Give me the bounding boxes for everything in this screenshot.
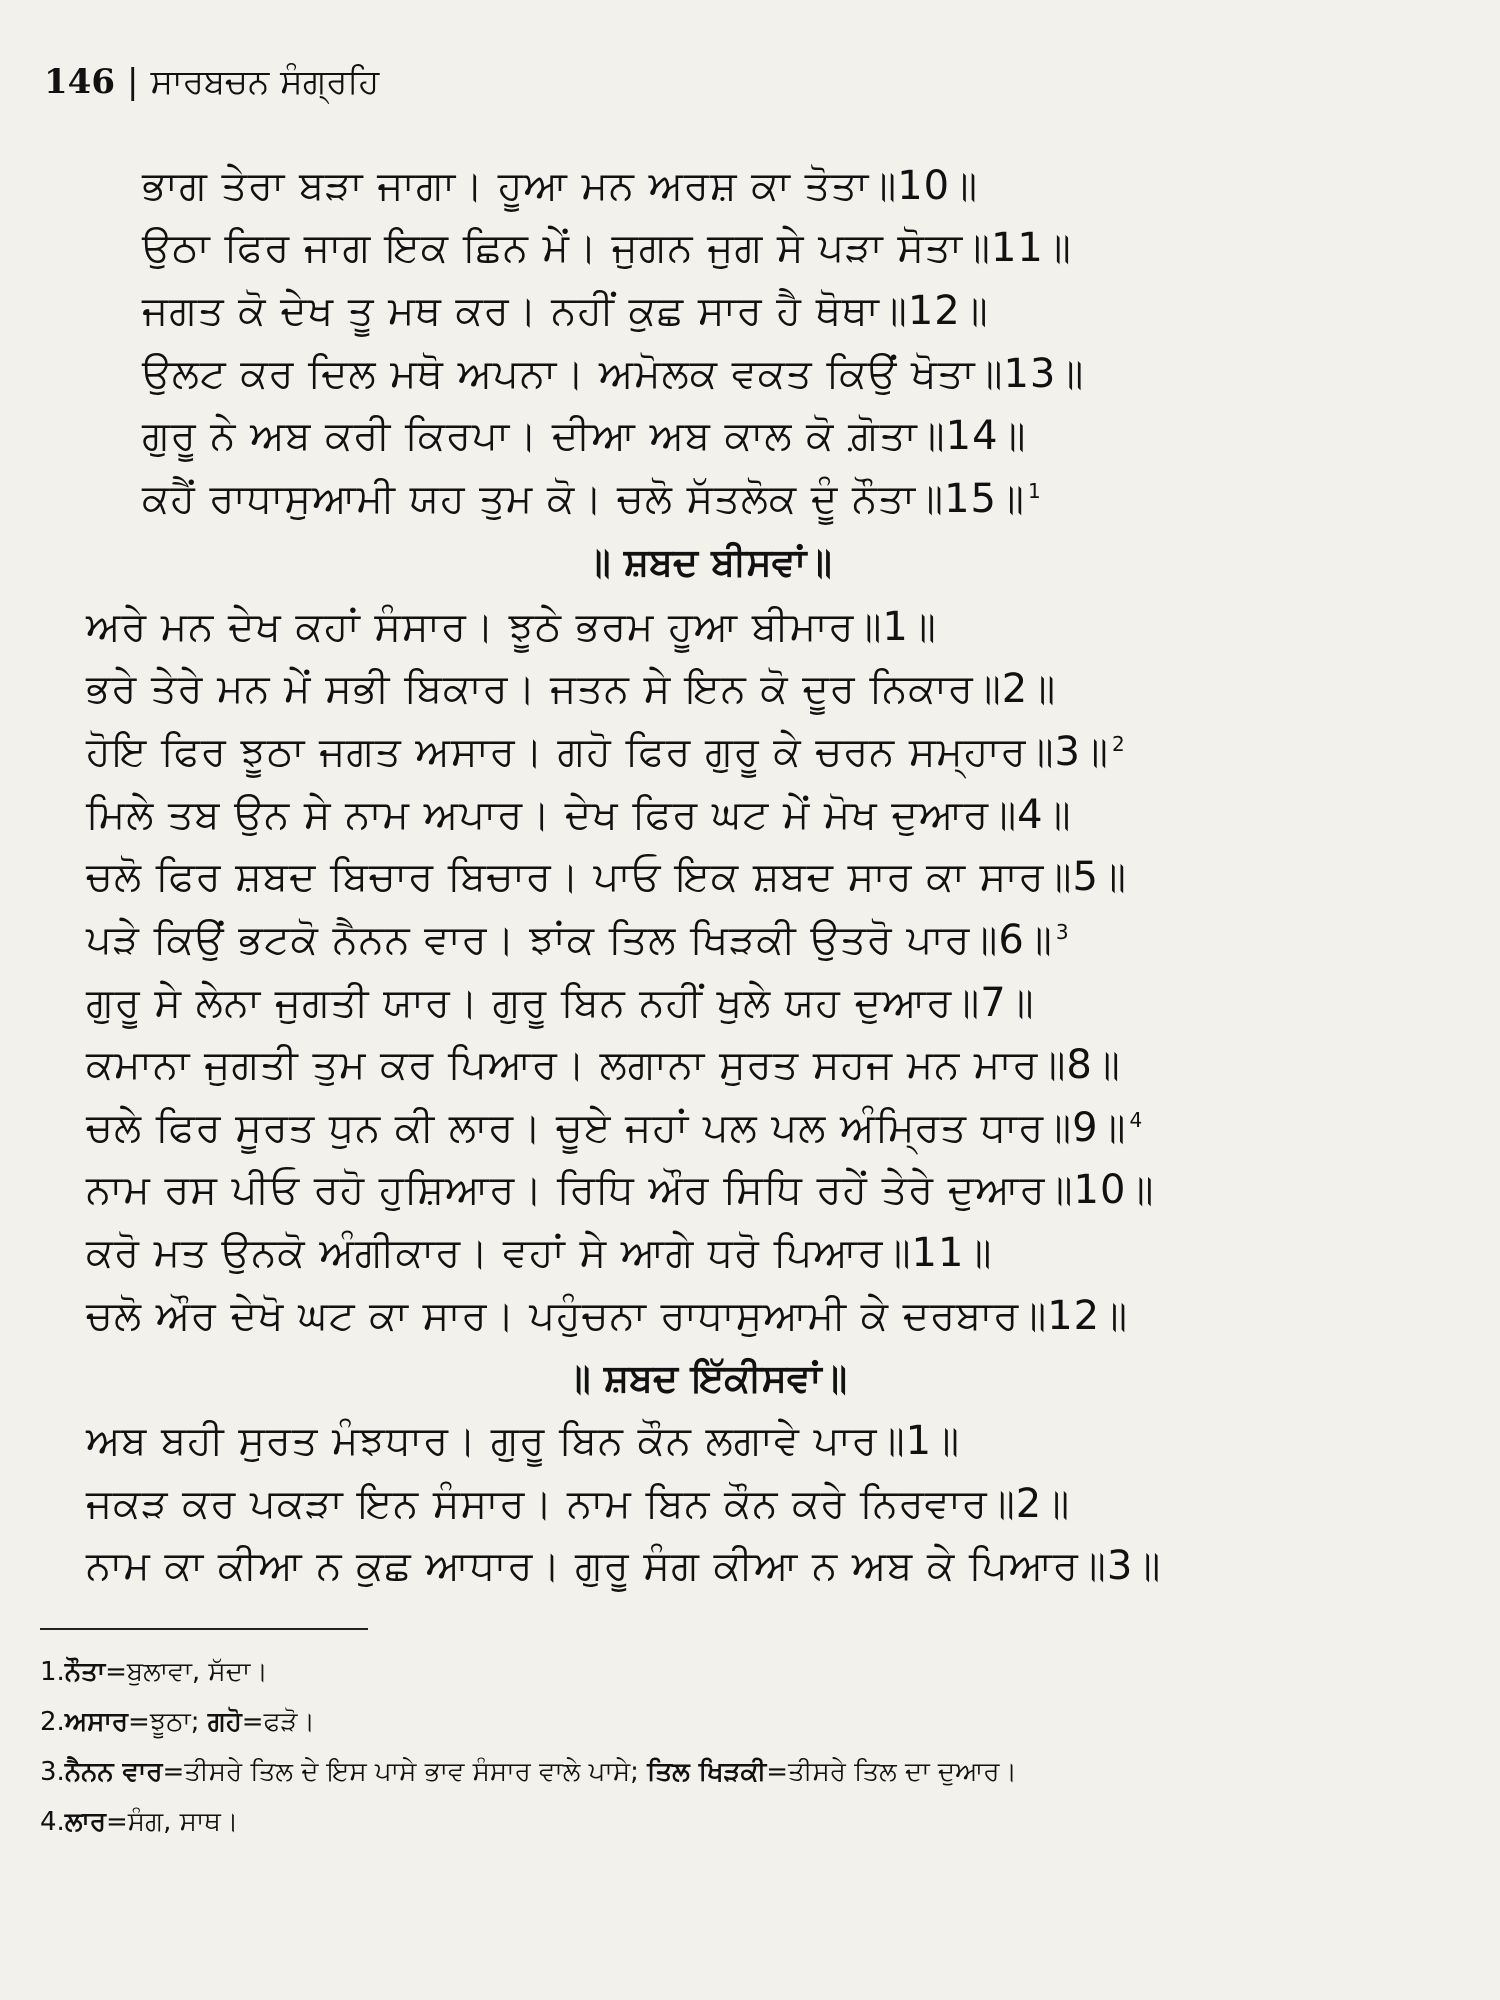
footnote-term: ਲਾਰ <box>64 1807 106 1837</box>
verse-line-with-note <box>86 1104 1143 1152</box>
footnote-number: 3. <box>40 1757 65 1787</box>
verse-text: ਹੋਇ ਫਿਰ ਝੂਠਾ ਜਗਤ ਅਸਾਰ। ਗਹੋ ਫਿਰ ਗੁਰੂ ਕੇ ਚਰਨ ਸਮ੍ਹਾਰ॥3॥ <box>86 729 1109 775</box>
verse-line: ਉਠਾ ਫਿਰ ਜਾਗ ਇਕ ਛਿਨ ਮੇਂ। ਜੁਗਨ ਜੁਗ ਸੇ ਪੜਾ ਸੋਤਾ॥11॥ <box>142 225 1072 271</box>
verse-line: ਜਗਤ ਕੋ ਦੇਖ ਤੂ ਮਥ ਕਰ। ਨਹੀਂ ਕੁਛ ਸਾਰ ਹੈ ਥੋਥਾ॥12॥ <box>142 288 989 334</box>
footnote-definition: =ਤੀਸਰੇ ਤਿਲ ਦਾ ਦੁਆਰ। <box>766 1757 1018 1787</box>
verse-line: ਮਿਲੇ ਤਬ ਉਨ ਸੇ ਨਾਮ ਅਪਾਰ। ਦੇਖ ਫਿਰ ਘਟ ਮੇਂ ਮੋਖ ਦੁਆਰ॥4॥ <box>86 792 1072 838</box>
verse-line-with-note <box>142 475 1042 523</box>
verse-line: ਚਲੋ ਫਿਰ ਸ਼ਬਦ ਬਿਚਾਰ ਬਿਚਾਰ। ਪਾਓ ਇਕ ਸ਼ਬਦ ਸਾਰ ਕਾ ਸਾਰ॥5॥ <box>86 854 1127 900</box>
verse-line: ਨਾਮ ਕਾ ਕੀਆ ਨ ਕੁਛ ਆਧਾਰ। ਗੁਰੂ ਸੰਗ ਕੀਆ ਨ ਅਬ ਕੇ ਪਿਆਰ॥3॥ <box>86 1543 1162 1589</box>
footnote-number: 4. <box>40 1807 65 1837</box>
verse-line: ਉਲਟ ਕਰ ਦਿਲ ਮਥੋ ਅਪਨਾ। ਅਮੋਲਕ ਵਕਤ ਕਿਉਂ ਖੋਤਾ॥13॥ <box>142 351 1085 397</box>
footnote <box>40 1756 1017 1788</box>
verse-line: ਨਾਮ ਰਸ ਪੀਓ ਰਹੋ ਹੁਸ਼ਿਆਰ। ਰਿਧਿ ਔਰ ਸਿਧਿ ਰਹੇਂ ਤੇਰੇ ਦੁਆਰ॥10॥ <box>86 1167 1155 1213</box>
footnote <box>40 1706 315 1738</box>
verse-line: ਅਬ ਬਹੀ ਸੁਰਤ ਮੰਝਧਾਰ। ਗੁਰੂ ਬਿਨ ਕੌਨ ਲਗਾਵੇ ਪਾਰ॥1॥ <box>86 1418 961 1464</box>
footnote-term: ਗਹੋ <box>207 1707 242 1737</box>
footnote <box>40 1656 268 1688</box>
footnote-definition: =ਸੰਗ, ਸਾਥ। <box>105 1807 239 1837</box>
page-number: 146 <box>44 62 115 102</box>
footnote-marker: 3 <box>1055 919 1070 944</box>
verse-text: ਕਹੈਂ ਰਾਧਾਸੁਆਮੀ ਯਹ ਤੁਮ ਕੋ। ਚਲੋ ਸੱਤਲੋਕ ਦੂੰ ਨੌਤਾ॥15॥ <box>142 476 1025 522</box>
footnote-definition: =ਫੜੋ। <box>241 1707 316 1737</box>
verse-line: ਭਰੇ ਤੇਰੇ ਮਨ ਮੇਂ ਸਭੀ ਬਿਕਾਰ। ਜਤਨ ਸੇ ਇਨ ਕੋ ਦੂਰ ਨਿਕਾਰ॥2॥ <box>86 666 1057 712</box>
verse-line: ਕਰੋ ਮਤ ਉਨਕੋ ਅੰਗੀਕਾਰ। ਵਹਾਂ ਸੇ ਆਗੇ ਧਰੋ ਪਿਆਰ॥11॥ <box>86 1230 993 1276</box>
footnote-number: 1. <box>40 1657 65 1687</box>
verse-line: ਗੁਰੂ ਨੇ ਅਬ ਕਰੀ ਕਿਰਪਾ। ਦੀਆ ਅਬ ਕਾਲ ਕੋ ਗ਼ੋਤਾ॥14॥ <box>142 413 1027 459</box>
footnote-divider <box>40 1628 368 1630</box>
footnote-definition: =ਬੁਲਾਵਾ, ਸੱਦਾ। <box>105 1657 268 1687</box>
footnote-term: ਨੌਤਾ <box>64 1657 106 1687</box>
footnote-number: 2. <box>40 1707 65 1737</box>
footnote-term: ਨੈਨਨ ਵਾਰ <box>64 1757 163 1787</box>
verse-text: ਚਲੇ ਫਿਰ ਸੂਰਤ ਧੁਨ ਕੀ ਲਾਰ। ਚੂਏ ਜਹਾਂ ਪਲ ਪਲ ਅੰਮ੍ਰਿਤ ਧਾਰ॥9॥ <box>86 1105 1127 1151</box>
footnote-definition: =ਤੀਸਰੇ ਤਿਲ ਦੇ ਇਸ ਪਾਸੇ ਭਾਵ ਸੰਸਾਰ ਵਾਲੇ ਪਾਸੇ; <box>162 1757 648 1787</box>
section-heading: ॥ ਸ਼ਬਦ ਇੱਕੀਸਵਾਂ॥ <box>565 1356 848 1400</box>
footnote-term: ਤਿਲ ਖਿੜਕੀ <box>647 1757 767 1787</box>
verse-line-with-note <box>86 728 1126 776</box>
footnote-term: ਅਸਾਰ <box>64 1707 129 1737</box>
page-header <box>44 62 379 102</box>
footnote-marker: 2 <box>1111 731 1126 756</box>
footnote-marker: 1 <box>1027 478 1042 503</box>
verse-line: ਕਮਾਨਾ ਜੁਗਤੀ ਤੁਮ ਕਰ ਪਿਆਰ। ਲਗਾਨਾ ਸੁਰਤ ਸਹਜ ਮਨ ਮਾਰ॥8॥ <box>86 1042 1121 1088</box>
footnote-marker: 4 <box>1129 1107 1144 1132</box>
verse-line: ਚਲੋ ਔਰ ਦੇਖੋ ਘਟ ਕਾ ਸਾਰ। ਪਹੁੰਚਨਾ ਰਾਧਾਸੁਆਮੀ ਕੇ ਦਰਬਾਰ॥12॥ <box>86 1293 1129 1339</box>
verse-line: ਅਰੇ ਮਨ ਦੇਖ ਕਹਾਂ ਸੰਸਾਰ। ਝੂਠੇ ਭਰਮ ਹੂਆ ਬੀਮਾਰ॥1॥ <box>86 604 937 650</box>
footnote-definition: =ਝੂਠਾ; <box>128 1707 208 1737</box>
book-title: ਸਾਰਬਚਨ ਸੰਗ੍ਰਹਿ <box>150 62 380 102</box>
verse-line: ਭਾਗ ਤੇਰਾ ਬੜਾ ਜਾਗਾ। ਹੂਆ ਮਨ ਅਰਸ਼ ਕਾ ਤੋਤਾ॥10॥ <box>142 163 979 209</box>
verse-line: ਗੁਰੂ ਸੇ ਲੇਨਾ ਜੁਗਤੀ ਯਾਰ। ਗੁਰੂ ਬਿਨ ਨਹੀਂ ਖੁਲੇ ਯਹ ਦੁਆਰ॥7॥ <box>86 980 1035 1026</box>
header-separator: | <box>126 62 139 102</box>
footnote <box>40 1806 238 1838</box>
verse-line: ਜਕੜ ਕਰ ਪਕੜਾ ਇਨ ਸੰਸਾਰ। ਨਾਮ ਬਿਨ ਕੌਨ ਕਰੇ ਨਿਰਵਾਰ॥2॥ <box>86 1481 1071 1527</box>
section-heading: ॥ ਸ਼ਬਦ ਬੀਸਵਾਂ॥ <box>585 540 832 584</box>
verse-text: ਪੜੇ ਕਿਉਂ ਭਟਕੋ ਨੈਨਨ ਵਾਰ। ਝਾਂਕ ਤਿਲ ਖਿੜਕੀ ਉਤਰੋ ਪਾਰ॥6॥ <box>86 917 1053 963</box>
verse-line-with-note <box>86 916 1070 964</box>
